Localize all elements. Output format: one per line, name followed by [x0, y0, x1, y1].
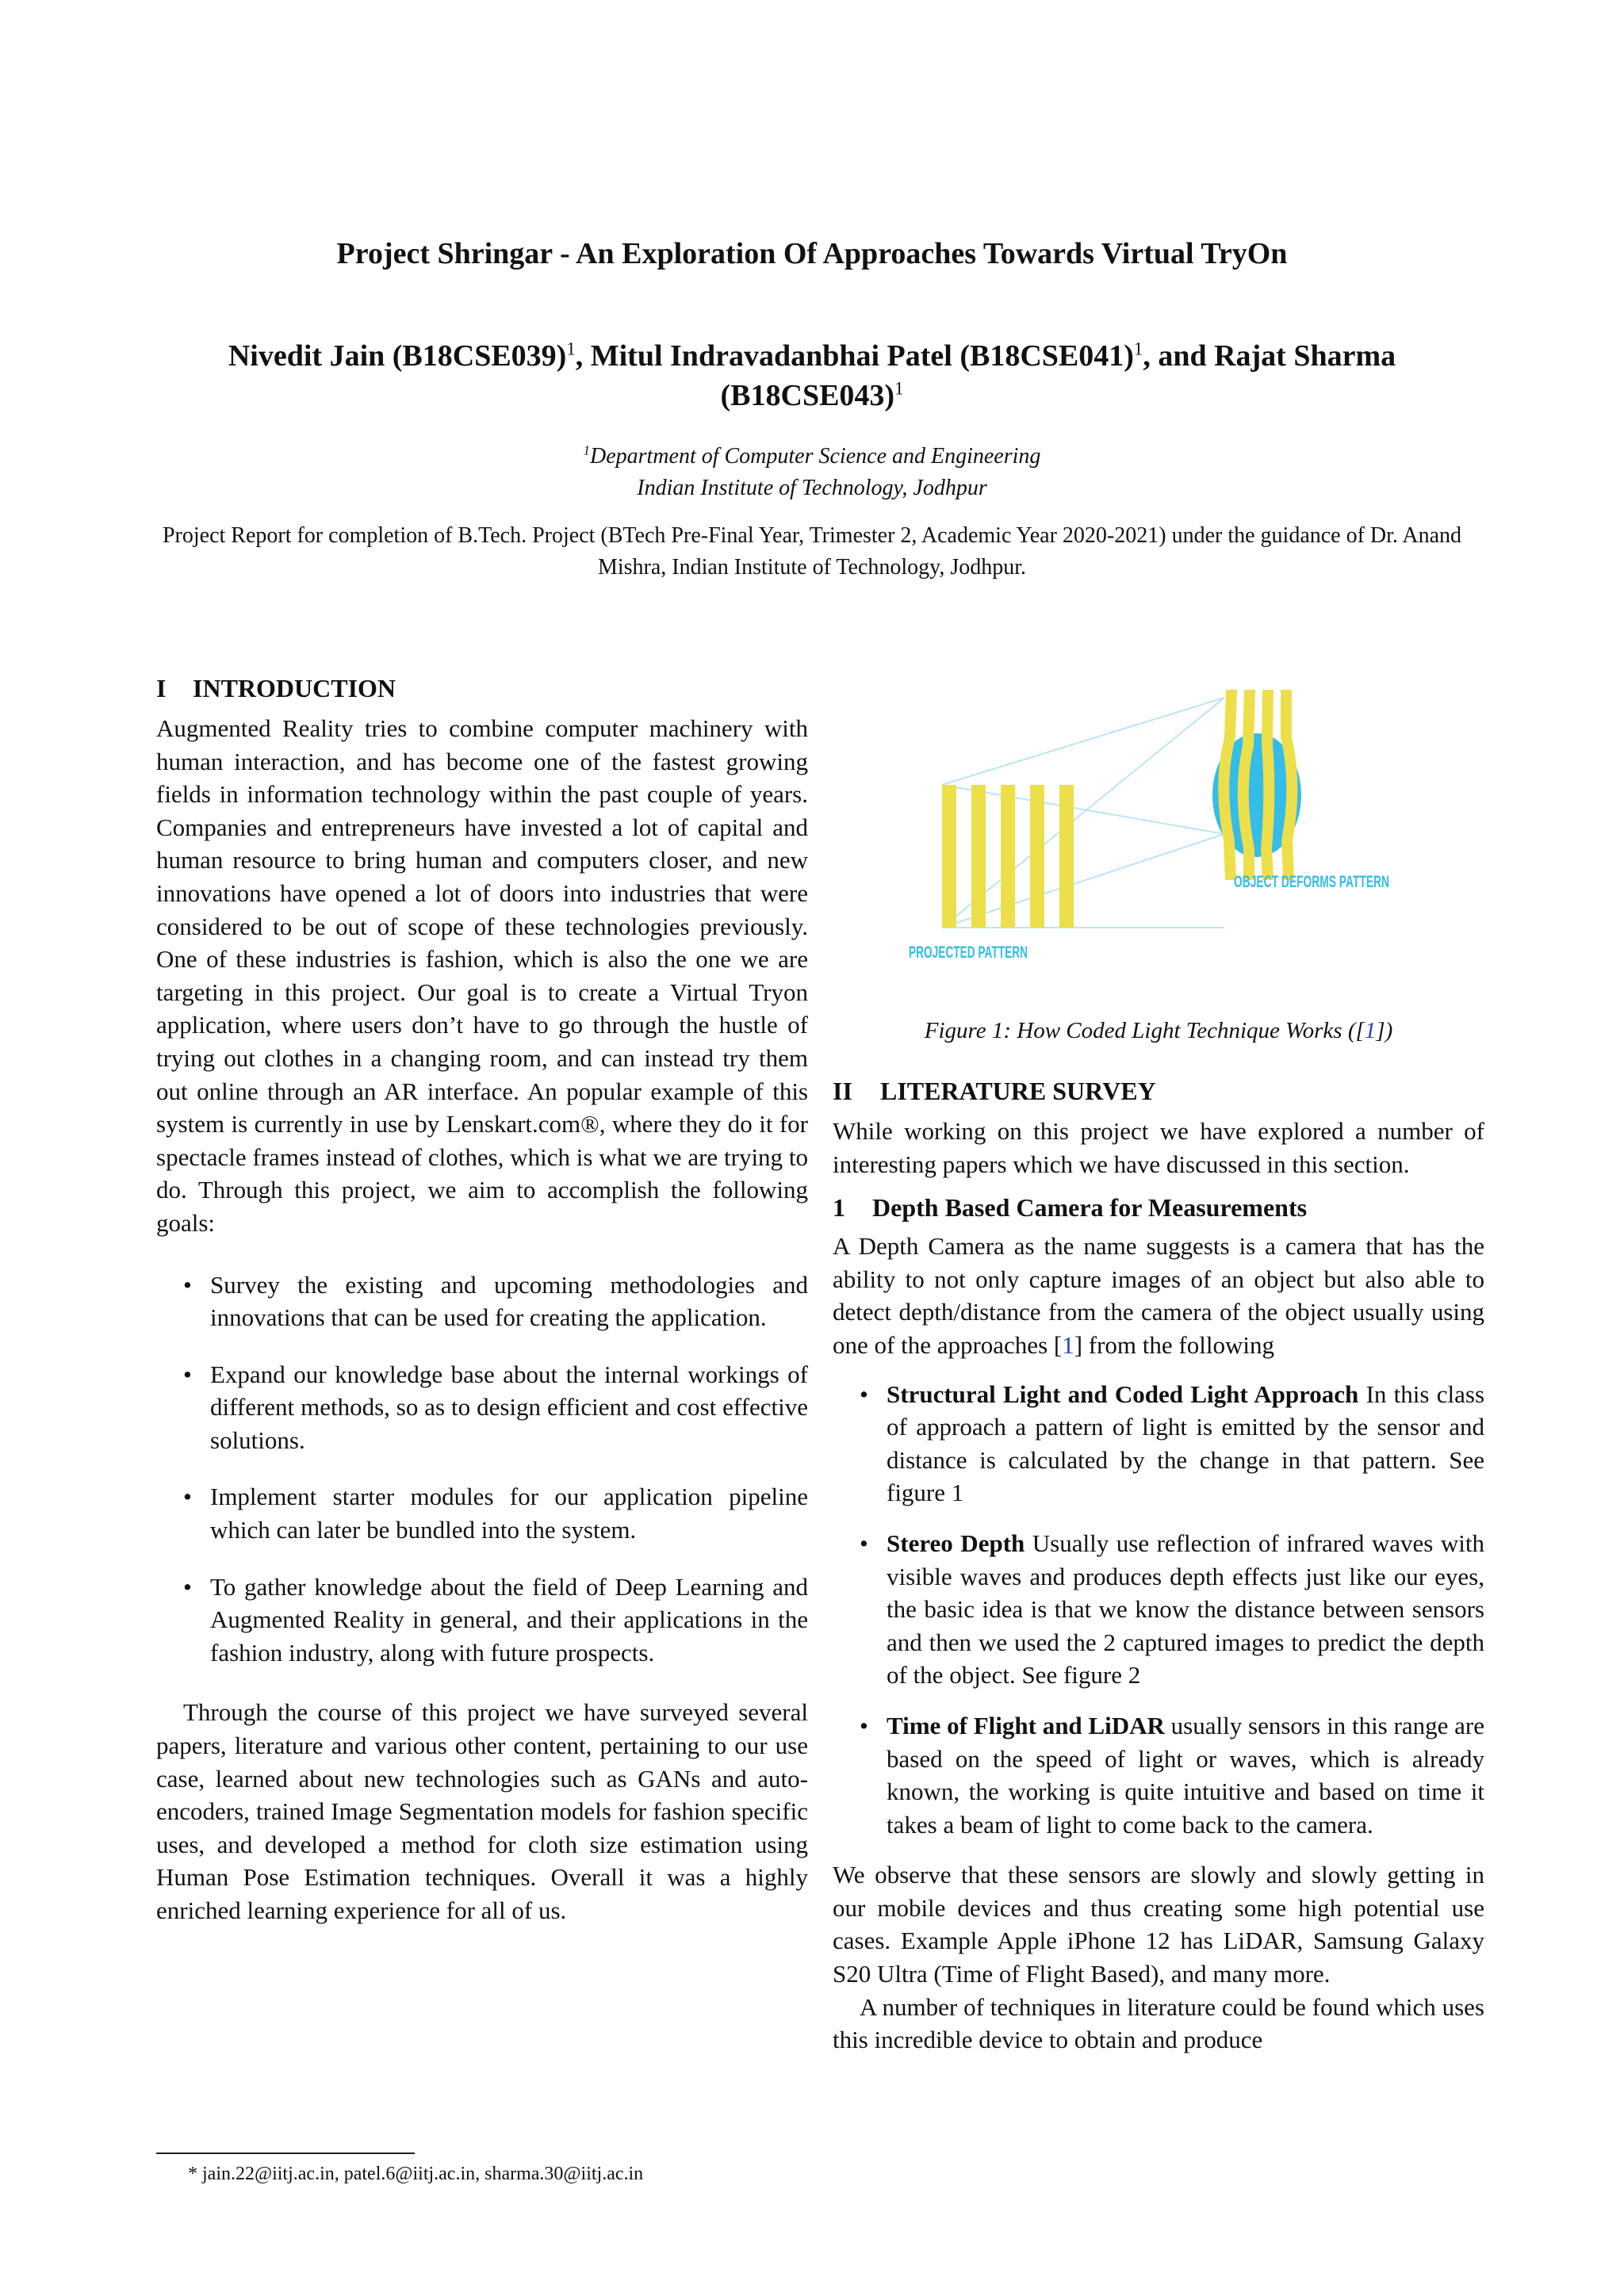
section-number: II	[833, 1077, 852, 1105]
figure-1-caption	[833, 1015, 1484, 1047]
affil-department: Department of Computer Science and Engineering	[589, 444, 1041, 469]
section-number: I	[156, 674, 167, 702]
literature-paragraph-2	[833, 1230, 1484, 1361]
author-sharma-id: (B18CSE043)	[720, 379, 895, 412]
coded-light-diagram	[833, 690, 1484, 999]
caption-text: Figure 1: How Coded Light Technique Works ([	[924, 1018, 1365, 1043]
figure-1	[833, 690, 1484, 1047]
left-column	[156, 672, 808, 1927]
right-column	[833, 690, 1484, 2057]
affil-number: 1	[583, 442, 590, 458]
intro-paragraph-2: Through the course of this project we have surveyed several papers, literature and various other content, pertaining to our use case, learned about new technologies such as GANs and auto-encoders, trained Image Segmentation models for fashion specific uses, and developed a method for cloth size estimation using Human Pose Estimation techniques. Overall it was a highly enriched learning experience for all of us.	[156, 1698, 808, 1924]
goal-item: • To gather knowledge about the field of Deep Learning and Augmented Reality in general, and their applications in the fashion industry, along with future prospects.	[210, 1571, 808, 1670]
author-list	[159, 336, 1465, 415]
author-jain: Nivedit Jain (B18CSE039)	[228, 339, 567, 373]
affil-marker: 1	[1133, 339, 1143, 359]
goal-item: • Implement starter modules for our application pipeline which can later be bundled into the system.	[210, 1480, 808, 1546]
subsection-heading-depth-camera	[833, 1192, 1484, 1223]
affil-marker: 1	[566, 339, 576, 359]
paper-title: Project Shringar - An Exploration Of Approaches Towards Virtual TryOn	[336, 237, 1288, 270]
goal-item: • Survey the existing and upcoming methodologies and innovations that can be used for creating the application.	[210, 1269, 808, 1334]
paragraph-text-end: ] from the following	[1074, 1330, 1274, 1359]
affil-marker: 1	[894, 378, 904, 399]
approaches-list	[833, 1378, 1484, 1842]
footnote-rule	[156, 2152, 415, 2154]
author-patel: Mitul Indravadanbhai Patel (B18CSE041)	[590, 339, 1134, 373]
subsection-number: 1	[833, 1193, 845, 1223]
section-title: LITERATURE SURVEY	[880, 1077, 1156, 1105]
label-projected-pattern: PROJECTED PATTERN	[909, 943, 1028, 962]
approach-description: In this class of approach a pattern of light is emitted by the sensor and distance is calculated by the change in that pattern. See figure 1	[887, 1380, 1485, 1507]
coded-light-illustration	[833, 690, 1484, 999]
intro-paragraph-1: Augmented Reality tries to combine computer machinery with human interaction, and has become one of the fastest growing fields in information technology within the past couple of years. Companies and entrepreneurs have invested a lot of capital and human resource to bring human and computers closer, and new innovations have opened a lot of doors into industries that were considered to be out of scope of these technologies previously. One of these industries is fashion, which is also the one we are targeting in this project. Our goal is to create a Virtual Tryon application, where users don’t have to go through the hustle of trying out clothes in a changing room, and can instead try them out online through an AR interface. An popular example of this system is currently in use by Lenskart.com®, where they do it for spectacle frames instead of clothes, which is what we are trying to do. Through this project, we aim to accomplish the following goals:	[156, 714, 808, 1237]
literature-paragraph-4: A number of techniques in literature could be found which uses this incredible device to obtain and produce	[833, 1992, 1484, 2054]
goals-list	[156, 1269, 808, 1670]
literature-paragraph-1: While working on this project we have explored a number of interesting papers which we have discussed in this section.	[833, 1117, 1484, 1178]
citation-link[interactable]: 1	[1364, 1018, 1377, 1043]
affiliation	[0, 441, 1624, 504]
label-object-deforms: OBJECT DEFORMS PATTERN	[1234, 873, 1389, 891]
author-sharma: and Rajat Sharma	[1158, 339, 1396, 373]
citation-link[interactable]: 1	[1062, 1330, 1074, 1359]
literature-paragraph-3: We observe that these sensors are slowly and slowly getting in our mobile devices and thus creating some high potential use cases. Example Apple iPhone 12 has LiDAR, Samsung Galaxy S20 Ultra (Time of Flight Based), and many more.	[833, 1861, 1484, 1988]
approach-description: usually sensors in this range are based on the speed of light or waves, which is already known, the working is quite intuitive and based on time it takes a beam of light to come back to the camera.	[887, 1711, 1484, 1839]
approach-term: Structural Light and Coded Light Approach	[887, 1380, 1359, 1408]
approach-item	[887, 1527, 1484, 1692]
caption-text-end: ])	[1376, 1018, 1393, 1043]
approach-term: Time of Flight and LiDAR	[887, 1711, 1165, 1739]
approach-term: Stereo Depth	[887, 1529, 1025, 1557]
approach-description: Usually use reflection of infrared waves with visible waves and produces depth effects just like our eyes, the basic idea is that we know the distance between sensors and then we used the 2 captured images to predict the depth of the object. See figure 2	[887, 1529, 1484, 1689]
subsection-title: Depth Based Camera for Measurements	[872, 1193, 1308, 1223]
report-note: Project Report for completion of B.Tech. Project (BTech Pre-Final Year, Trimester 2, Academic Year 2020-2021) under the guidance of Dr. Anand Mishra, Indian Institute of Technology, Jodhpur.	[162, 523, 1462, 580]
affil-institute: Indian Institute of Technology, Jodhpur	[637, 476, 987, 500]
author-separator: ,	[575, 339, 591, 373]
footnote-emails: * jain.22@iitj.ac.in, patel.6@iitj.ac.in, sharma.30@iitj.ac.in	[188, 2164, 644, 2184]
approach-item	[887, 1709, 1484, 1841]
projected-stripes	[942, 785, 1074, 928]
paragraph-text: A Depth Camera as the name suggests is a camera that has the ability to not only capture images of an object but also able to detect depth/distance from the camera of the object usually using one of the approaches [	[833, 1232, 1484, 1359]
goal-item: • Expand our knowledge base about the internal workings of different methods, so as to design efficient and cost effective solutions.	[210, 1358, 808, 1457]
section-heading-literature	[833, 1075, 1484, 1107]
section-heading-introduction	[156, 672, 808, 704]
section-title: INTRODUCTION	[193, 674, 396, 702]
approach-item	[887, 1378, 1484, 1510]
author-separator: ,	[1143, 339, 1159, 373]
